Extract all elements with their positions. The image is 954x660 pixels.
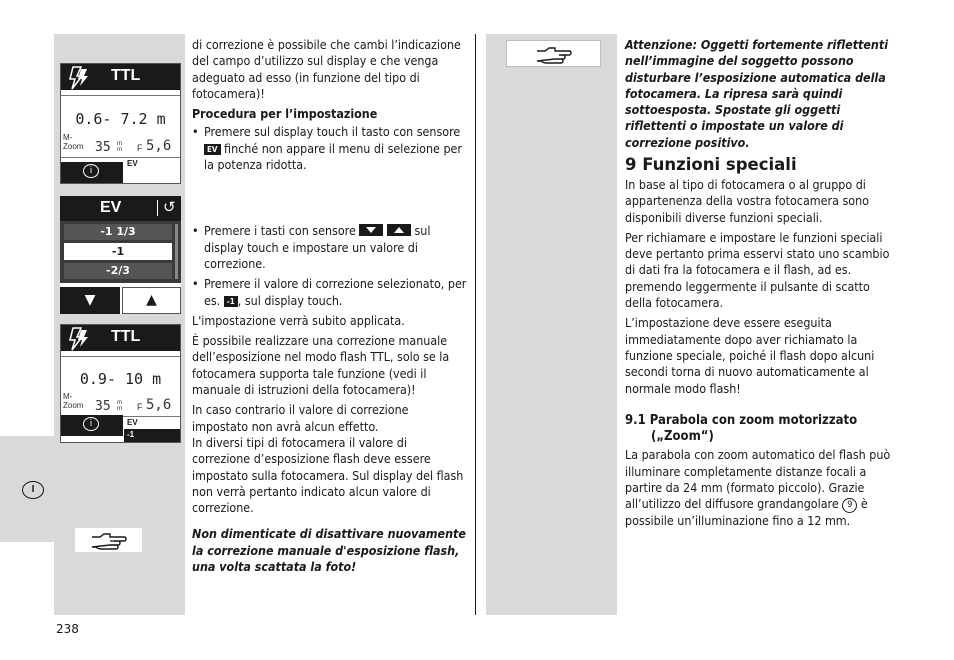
subheading-line2: („Zoom“) [651, 429, 714, 445]
zoom-value: 35 [95, 399, 111, 414]
f-label: F [137, 143, 143, 153]
pointing-hand-icon [90, 530, 130, 550]
language-tab-icon: I [22, 481, 44, 499]
mode-line2: Zoom [63, 401, 84, 410]
screen-header [61, 64, 180, 90]
options-list [60, 221, 181, 283]
bullet2-text-a: Premere i tasti con sensore [204, 223, 356, 239]
p4-text-a: La parabola con zoom automatico del flash può illuminare completamente distanze focali a partire da 24 mm (formato piccolo). Grazie all’utilizzo del diffusore grandangolare [625, 447, 891, 512]
column-divider [475, 34, 476, 615]
subheading [625, 413, 900, 446]
down-button[interactable]: ▼ [60, 287, 120, 314]
ev-header [60, 196, 181, 221]
ev-value-box [124, 429, 180, 443]
scrollbar[interactable] [175, 224, 178, 279]
camera-types-note: In diversi tipi di fotocamera il valore di correzione d’esposizione flash deve essere impostato sulla fotocamera. Sul display del flash non verrà pertanto indicato alcun valore di correzione. [192, 434, 464, 516]
text-column-left [192, 37, 468, 579]
info-button[interactable] [61, 162, 123, 183]
mode-line1: M- [63, 133, 73, 142]
paragraph-1: In base al tipo di fotocamera o al gruppo di appartenenza della vostra fotocamera sono disponibili diverse funzioni speciali. [625, 177, 869, 225]
mode-line1: M- [63, 392, 73, 401]
up-button[interactable]: ▲ [122, 287, 181, 314]
mode-title: TTL [111, 67, 141, 84]
applied-note: L'impostazione verrà subito applicata. [192, 312, 405, 328]
zoom-value: 35 [95, 140, 111, 155]
reminder-note: Non dimenticate di disattivare nuovamente la correzione manuale d'esposizione flash, una volta scattata la foto! [192, 526, 466, 575]
ev-value: -1 [127, 430, 135, 439]
up-arrow-key-icon [387, 224, 411, 236]
zoom-unit-bottom: m [117, 147, 122, 153]
flash-bolt-icon [67, 66, 89, 90]
pointing-hand-icon [535, 44, 575, 64]
note-box [75, 528, 142, 552]
display-screen-ttl-2 [60, 324, 181, 443]
option-item-selected[interactable]: -1 [64, 243, 172, 260]
ev-title: EV [100, 199, 122, 216]
range-readout: 0.9- 10 m [79, 370, 162, 388]
info-icon: i [83, 164, 99, 178]
mode-title: TTL [111, 328, 141, 345]
zoom-unit-top: m [117, 400, 122, 406]
bullet3-text-b: , sul display touch. [237, 292, 343, 308]
zoom-unit-top: m [117, 141, 122, 147]
bullet2-text-b: sul display touch e impostare un valore di correzione. [204, 223, 431, 271]
attention-note-box [506, 40, 601, 67]
mode-label [63, 392, 83, 410]
option-item[interactable]: -1 1/3 [64, 224, 172, 240]
info-button[interactable] [61, 415, 123, 436]
subheading-line1: 9.1 Parabola con zoom motorizzato [625, 412, 858, 428]
bullet3-text-a: Premere il valore di correzione selezionato, per es. [204, 276, 467, 308]
attention-paragraph: Attenzione: Oggetti fortemente riflettenti nell’immagine del soggetto possono disturbare l’esposizione automatica della fotocamera. La ripresa sarà quindi sottoesposta. Spostate gli oggetti riflettenti o impostate un valore di correzione positivo. [625, 37, 889, 150]
return-icon[interactable]: ↺ [163, 198, 176, 216]
info-icon: i [83, 417, 99, 431]
range-separator [61, 356, 180, 357]
page-number: 238 [56, 622, 79, 636]
text-column-right [625, 37, 900, 155]
mode-line2: Zoom [63, 142, 84, 151]
procedure-heading: Procedura per l’impostazione [192, 106, 378, 122]
intro-paragraph: di correzione è possibile che cambi l’indicazione del campo d’utilizzo sul display e che venga adeguato ad esso (in funzione del tipo di fotocamera)! [192, 37, 461, 101]
down-arrow-key-icon [359, 224, 383, 236]
zoom-unit [117, 141, 122, 153]
range-separator [61, 95, 180, 96]
aperture-value: 5,6 [146, 138, 172, 154]
ttl-note: È possibile realizzare una correzione manuale dell’esposizione nel modo flash TTL, solo se la fotocamera supporta tale funzione (vedi il manuale di istruzioni della fotocamera)! [192, 333, 450, 398]
zoom-unit-bottom: m [117, 406, 122, 412]
value-key-inline: -1 [224, 296, 238, 307]
bullet-step-2 [192, 223, 468, 272]
section-heading: 9 Funzioni speciali [625, 155, 797, 174]
paragraph-4 [625, 447, 900, 529]
bullet-step-1 [192, 124, 468, 173]
paragraph-2: Per richiamare e impostare le funzioni speciali deve pertanto prima esservi stato uno scambio di dati fra la fotocamera e il flash, ad es. premendo leggermente il pulsante di scatto della fotocamera. [625, 229, 890, 311]
range-readout: 0.6- 7.2 m [75, 110, 166, 128]
section-body [625, 177, 900, 534]
display-screen-ttl-1 [60, 63, 181, 184]
mode-label [63, 133, 83, 151]
p4-text-b: è possibile un’illuminazione fino a 12 mm. [625, 496, 868, 529]
otherwise-note: In caso contrario il valore di correzione impostato non avrà alcun effetto. [192, 402, 409, 434]
reference-number-icon: 9 [842, 498, 857, 513]
ev-key[interactable]: EV [127, 159, 138, 168]
right-sidebar-panel [486, 34, 617, 615]
zoom-unit [117, 400, 122, 412]
screen-header [61, 325, 180, 351]
bullet-step-3 [192, 276, 468, 309]
header-divider [157, 200, 158, 216]
ev-key-inline: EV [204, 144, 221, 155]
display-screen-ev-menu [60, 196, 181, 314]
flash-bolt-icon [67, 327, 89, 351]
bullet1-text-a: Premere sul display touch il tasto con sensore [204, 124, 461, 140]
bullet1-text-b: finché non appare il menu di selezione per la potenza ridotta. [204, 140, 462, 173]
ev-key[interactable]: EV [127, 418, 138, 427]
aperture-value: 5,6 [146, 397, 172, 413]
option-item[interactable]: -2/3 [64, 263, 172, 279]
paragraph-3: L’impostazione deve essere eseguita immediatamente dopo aver richiamato la funzione speciale, poiché il flash dopo alcuni secondi torna di nuovo automaticamente al normale modo flash! [625, 315, 875, 396]
bottom-separator [61, 157, 180, 158]
f-label: F [137, 402, 143, 412]
